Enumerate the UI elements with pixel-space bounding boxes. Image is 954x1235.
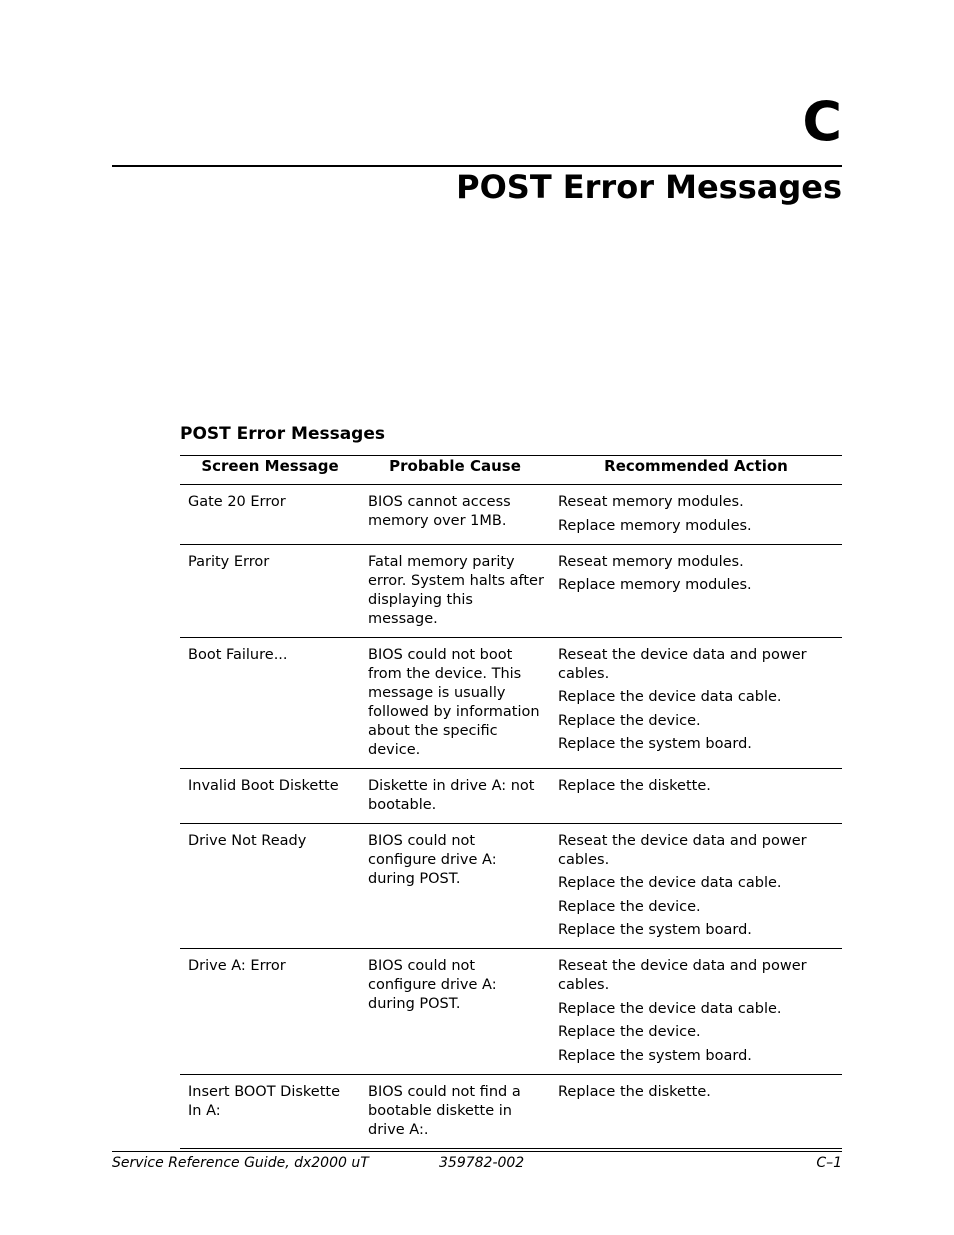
screen-message-cell: Drive A: Error: [180, 949, 360, 1075]
action-item: Replace memory modules.: [558, 577, 752, 593]
action-item: Reseat the device data and power cables.: [558, 832, 807, 868]
action-item: Replace the device data cable.: [558, 875, 782, 891]
action-item: Replace the device.: [558, 712, 701, 729]
table-row: [180, 1074, 842, 1148]
recommended-action-cell: [550, 637, 842, 768]
action-item: Reseat the device data and power cables.: [558, 646, 807, 682]
action-item: Replace the system board.: [558, 736, 752, 752]
chapter-letter: C: [802, 90, 842, 153]
table-row: [180, 949, 842, 1075]
table-body: [180, 485, 842, 1149]
footer-divider: [112, 1151, 842, 1152]
table-caption: POST Error Messages: [180, 424, 386, 444]
action-item: Replace the system board.: [558, 922, 752, 938]
post-error-table: [180, 455, 842, 1149]
table-row: [180, 768, 842, 823]
probable-cause-cell: Fatal memory parity error. System halts after displaying this message.: [360, 544, 550, 637]
action-item: Replace the device data cable.: [558, 689, 782, 705]
probable-cause-cell: BIOS could not configure drive A: during POST.: [360, 949, 550, 1075]
table-row: [180, 637, 842, 768]
action-item: Replace the device.: [558, 898, 701, 915]
screen-message-cell: Drive Not Ready: [180, 823, 360, 949]
table-row: [180, 544, 842, 637]
action-item: Replace memory modules.: [558, 517, 752, 534]
header-probable-cause: Probable Cause: [360, 456, 550, 485]
page-title: POST Error Messages: [456, 168, 842, 206]
header-recommended-action: Recommended Action: [550, 456, 842, 485]
recommended-action-cell: [550, 823, 842, 949]
recommended-action-cell: [550, 949, 842, 1075]
screen-message-cell: Boot Failure...: [180, 637, 360, 768]
chapter-divider: [112, 165, 842, 167]
recommended-action-cell: [550, 544, 842, 637]
recommended-action-cell: [550, 768, 842, 823]
probable-cause-cell: BIOS could not configure drive A: during POST.: [360, 823, 550, 949]
footer-guide-title: Service Reference Guide, dx2000 uT: [112, 1155, 369, 1171]
action-item: Replace the system board.: [558, 1047, 752, 1064]
probable-cause-cell: BIOS could not find a bootable diskette in drive A:.: [360, 1074, 550, 1148]
header-screen-message: Screen Message: [180, 456, 360, 485]
footer-part-number: 359782-002: [439, 1155, 525, 1171]
probable-cause-cell: BIOS could not boot from the device. This message is usually followed by information about the specific device.: [360, 637, 550, 768]
table-header-row: [180, 456, 842, 485]
action-item: Reseat memory modules.: [558, 553, 744, 570]
action-item: Reseat the device data and power cables.: [558, 958, 807, 993]
action-item: Reseat memory modules.: [558, 494, 744, 510]
table-row: [180, 485, 842, 545]
probable-cause-cell: BIOS cannot access memory over 1MB.: [360, 485, 550, 545]
action-item: Replace the device.: [558, 1024, 701, 1040]
screen-message-cell: Insert BOOT Diskette In A:: [180, 1074, 360, 1148]
recommended-action-cell: [550, 1074, 842, 1148]
footer-page-number: C–1: [816, 1155, 842, 1171]
table-row: [180, 823, 842, 949]
screen-message-cell: Gate 20 Error: [180, 485, 360, 545]
action-item: Replace the diskette.: [558, 1083, 711, 1100]
recommended-action-cell: [550, 485, 842, 545]
action-item: Replace the device data cable.: [558, 1000, 782, 1017]
probable-cause-cell: Diskette in drive A: not bootable.: [360, 768, 550, 823]
screen-message-cell: Parity Error: [180, 544, 360, 637]
action-item: Replace the diskette.: [558, 777, 711, 794]
screen-message-cell: Invalid Boot Diskette: [180, 768, 360, 823]
